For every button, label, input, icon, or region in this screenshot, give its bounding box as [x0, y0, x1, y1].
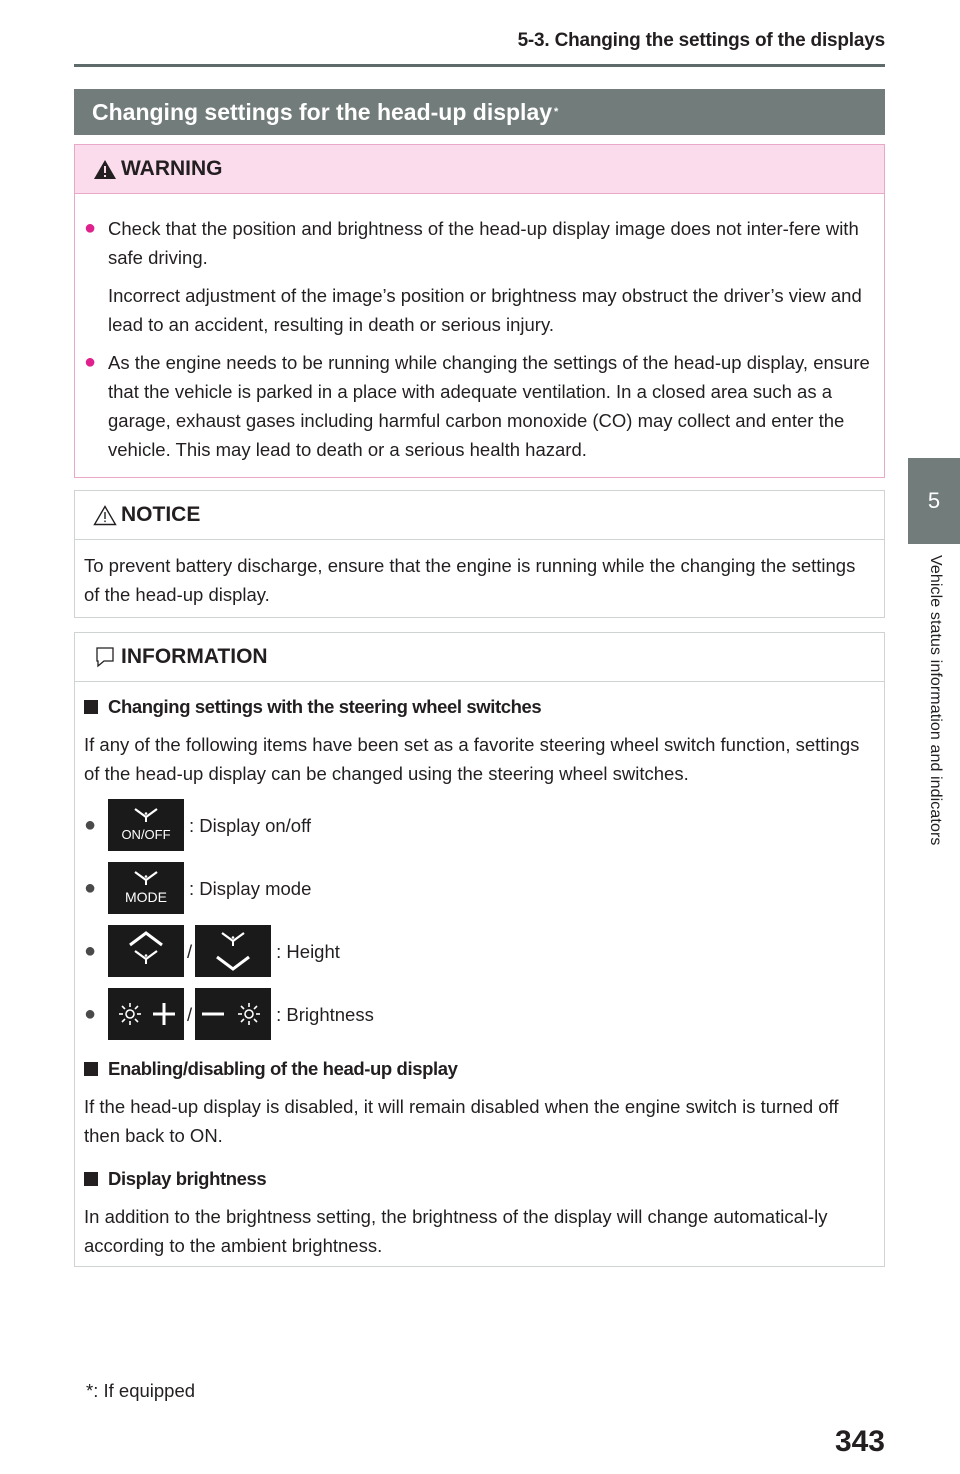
notice-box — [74, 490, 885, 618]
bullet-icon: ● — [84, 813, 97, 836]
warning-item-text: Check that the position and brightness of the head-up display image does not inter-fere with safe driving. — [108, 218, 859, 268]
footnote: *: If equipped — [86, 1380, 196, 1401]
info-paragraph: If the head-up display is disabled, it will remain disabled when the engine switch is turned off then back to ON. — [84, 1096, 839, 1146]
square-bullet-icon — [84, 700, 98, 714]
warning-followup: Incorrect adjustment of the image’s position or brightness may obstruct the driver’s view and lead to an accident, resulting in death or serious injury. — [108, 285, 862, 335]
bullet-icon: ● — [84, 876, 97, 899]
switch-description: : Brightness — [276, 1003, 374, 1025]
square-bullet-icon — [84, 1062, 98, 1076]
info-subheading — [84, 1164, 874, 1193]
bullet-icon: ● — [84, 939, 97, 962]
notice-header — [75, 491, 884, 540]
switch-description: : Height — [276, 940, 340, 962]
warning-item — [84, 348, 874, 464]
switch-item-height — [84, 925, 874, 977]
warning-item-text: As the engine needs to be running while changing the settings of the head-up display, ensure that the vehicle is parked in a place with adequate ventilation. In a closed area such as a garage, exhaust gases including harmful carbon monoxide (CO) may collect and enter the vehicle. This may lead to death or a serious health hazard. — [108, 352, 870, 460]
page-number: 343 — [834, 1425, 885, 1458]
chapter-title: Vehicle status information and indicators — [927, 555, 944, 846]
on-off-button-label: ON/OFF — [121, 827, 171, 842]
bullet-icon: ● — [84, 217, 97, 239]
running-head: 5-3. Changing the settings of the displays — [517, 30, 885, 51]
info-paragraph: If any of the following items have been set as a favorite steering wheel switch function, settings of the head-up display can be changed using the steering wheel switches. — [84, 734, 860, 784]
info-subheading-text: Display brightness — [108, 1168, 267, 1189]
notice-label: NOTICE — [121, 503, 201, 526]
switch-item-on-off — [84, 799, 874, 851]
switch-description: : Display mode — [189, 877, 312, 899]
switch-description: : Display on/off — [189, 814, 312, 836]
information-note-icon — [91, 646, 119, 668]
mode-button-label: MODE — [125, 889, 167, 905]
switch-item-mode — [84, 862, 874, 914]
bullet-icon: ● — [84, 351, 97, 373]
warning-label: WARNING — [121, 157, 223, 180]
info-mode-switch-icon — [108, 862, 184, 914]
notice-text: To prevent battery discharge, ensure that the engine is running while the changing the settings of the head-up display. — [84, 555, 856, 605]
section-title-bar — [74, 89, 885, 135]
chapter-tab — [908, 458, 960, 544]
info-subheading — [84, 692, 874, 721]
header-rule — [74, 64, 885, 67]
warning-box — [74, 144, 885, 478]
height-down-switch-icon — [195, 925, 271, 977]
bullet-icon: ● — [84, 1002, 97, 1025]
brightness-up-switch-icon — [108, 988, 184, 1040]
height-up-switch-icon — [108, 925, 184, 977]
info-paragraph: In addition to the brightness setting, the brightness of the display will change automatical-ly according to the ambient brightness. — [84, 1206, 828, 1256]
information-box — [74, 632, 885, 1267]
separator: / — [187, 940, 193, 962]
info-subheading-text: Changing settings with the steering wheel switches — [108, 696, 542, 717]
info-on-off-switch-icon — [108, 799, 184, 851]
info-subheading-text: Enabling/disabling of the head-up display — [108, 1058, 458, 1079]
warning-item — [84, 214, 874, 272]
section-title: Changing settings for the head-up display — [92, 98, 553, 125]
brightness-down-switch-icon — [195, 988, 271, 1040]
square-bullet-icon — [84, 1172, 98, 1186]
warning-triangle-icon — [91, 158, 119, 180]
switch-item-brightness — [84, 988, 874, 1040]
chapter-number: 5 — [927, 488, 941, 513]
footnote-marker: * — [554, 106, 559, 118]
warning-header — [75, 145, 884, 194]
information-label: INFORMATION — [121, 645, 268, 668]
separator: / — [187, 1003, 193, 1025]
info-subheading — [84, 1054, 874, 1083]
information-header — [75, 633, 884, 682]
notice-triangle-icon — [91, 504, 119, 526]
